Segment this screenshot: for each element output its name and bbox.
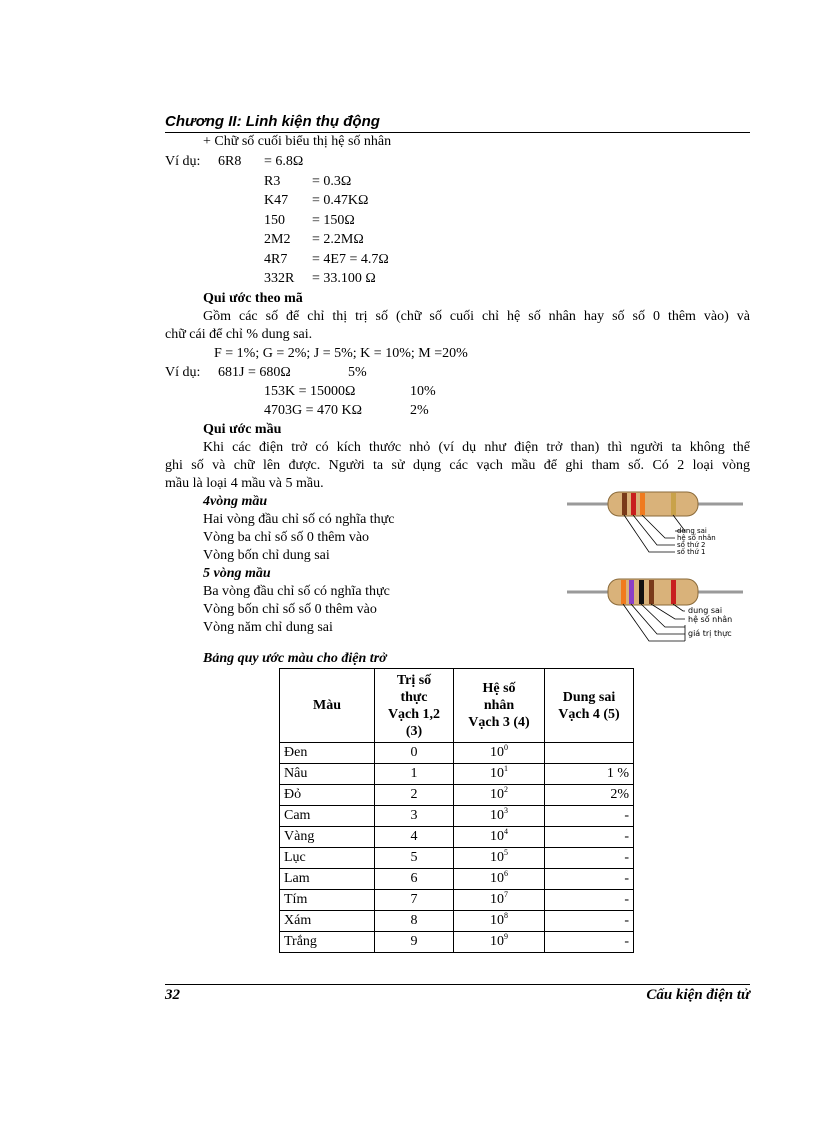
tolerance-codes: F = 1%; G = 2%; J = 5%; K = 10%; M =20% <box>214 346 468 361</box>
code-example-tol: 5% <box>348 365 367 380</box>
table-row <box>280 869 634 890</box>
five-band-line: Vòng năm chỉ dung sai <box>203 620 333 635</box>
cell-value: 4 <box>375 827 454 848</box>
cell-tolerance: - <box>545 932 634 953</box>
cell-value: 2 <box>375 785 454 806</box>
table-row <box>280 764 634 785</box>
footer-rule <box>165 984 750 985</box>
code-para-line: Gồm các số để chỉ thị trị số (chữ số cuối chỉ hệ số nhân hay số số 0 thêm vào) và <box>203 309 750 324</box>
cell-tolerance: 2% <box>545 785 634 806</box>
cell-tolerance <box>545 743 634 764</box>
cell-tolerance: - <box>545 827 634 848</box>
color-para-line: ghi số và chữ lên được. Người ta sử dụng các vạch mầu để ghi tham số. Có 2 loại vòng <box>165 458 750 473</box>
example-code: K47 <box>264 193 289 208</box>
chapter-header: Chương II: Linh kiện thụ động <box>165 113 380 130</box>
cell-value: 6 <box>375 869 454 890</box>
example-value: = 0.47KΩ <box>312 193 369 208</box>
cell-multiplier: $10^2$ <box>454 785 545 806</box>
cell-multiplier: $10^3$ <box>454 806 545 827</box>
cell-color: Đỏ <box>280 785 375 806</box>
example-code: R3 <box>264 174 281 189</box>
cell-tolerance: - <box>545 890 634 911</box>
four-band-title: 4vòng mầu <box>203 494 268 509</box>
example-code: 2M2 <box>264 232 291 247</box>
example-code: 6R8 <box>218 154 242 169</box>
figure-label: dung sai <box>677 527 707 535</box>
example-label: Ví dụ: <box>165 365 201 380</box>
four-band-resistor-figure <box>565 487 745 565</box>
intro-line: + Chữ số cuối biểu thị hệ số nhân <box>203 134 392 149</box>
cell-value: 7 <box>375 890 454 911</box>
four-band-line: Vòng bốn chỉ dung sai <box>203 548 330 563</box>
five-band-line: Ba vòng đầu chỉ số có nghĩa thực <box>203 584 390 599</box>
figure-label: hệ số nhân <box>677 534 716 542</box>
code-example-tol: 10% <box>410 384 436 399</box>
cell-value: 1 <box>375 764 454 785</box>
code-para-line: chữ cái để chỉ % dung sai. <box>165 327 313 342</box>
section-title-code: Qui ước theo mã <box>203 291 303 306</box>
cell-multiplier: $10^1$ <box>454 764 545 785</box>
cell-color: Đen <box>280 743 375 764</box>
cell-multiplier: $10^7$ <box>454 890 545 911</box>
four-band-line: Vòng ba chỉ số số 0 thêm vào <box>203 530 370 545</box>
figure-label: hệ số nhân <box>688 615 733 624</box>
code-example: 153K = 15000Ω <box>264 384 356 399</box>
band-4 <box>649 580 654 604</box>
cell-color: Tím <box>280 890 375 911</box>
figure-label: số thứ 1 <box>677 548 706 556</box>
table-row <box>280 806 634 827</box>
cell-color: Lam <box>280 869 375 890</box>
five-band-line: Vòng bốn chỉ số số 0 thêm vào <box>203 602 377 617</box>
header-multiplier: Hệ số nhân Vạch 3 (4) <box>454 669 545 743</box>
cell-tolerance: - <box>545 911 634 932</box>
cell-color: Trắng <box>280 932 375 953</box>
five-band-resistor-figure <box>565 575 745 647</box>
resistor-body <box>608 492 698 516</box>
cell-color: Vàng <box>280 827 375 848</box>
cell-color: Cam <box>280 806 375 827</box>
example-value: = 4E7 = 4.7Ω <box>312 252 389 267</box>
table-row <box>280 890 634 911</box>
table-caption: Bảng quy ước màu cho điện trở <box>203 651 387 666</box>
color-para-line: Khi các điện trở có kích thước nhỏ (ví dụ như điện trở than) thì người ta không thể <box>203 440 750 455</box>
cell-tolerance: - <box>545 848 634 869</box>
cell-tolerance: 1 % <box>545 764 634 785</box>
cell-color: Nâu <box>280 764 375 785</box>
figure-label: số thứ 2 <box>677 541 706 549</box>
code-example: 4703G = 470 KΩ <box>264 403 363 418</box>
cell-value: 3 <box>375 806 454 827</box>
cell-value: 0 <box>375 743 454 764</box>
cell-multiplier: $10^8$ <box>454 911 545 932</box>
table-row <box>280 785 634 806</box>
example-code: 4R7 <box>264 252 288 267</box>
cell-value: 5 <box>375 848 454 869</box>
cell-tolerance: - <box>545 869 634 890</box>
book-title: Cấu kiện điện tử <box>646 987 750 1003</box>
cell-tolerance: - <box>545 806 634 827</box>
band-1 <box>621 580 626 604</box>
leader-lines <box>623 604 685 641</box>
table-row <box>280 932 634 953</box>
band-3 <box>639 580 644 604</box>
band-2 <box>629 580 634 604</box>
leader-lines <box>624 515 685 552</box>
example-code: 332R <box>264 271 295 286</box>
example-value: = 0.3Ω <box>312 174 352 189</box>
band-2 <box>631 493 636 515</box>
cell-multiplier: $10^0$ <box>454 743 545 764</box>
example-label: Ví dụ: <box>165 154 201 169</box>
band-4 <box>671 493 676 515</box>
band-1 <box>622 493 627 515</box>
section-title-color: Qui ước mầu <box>203 422 282 437</box>
example-value: = 2.2MΩ <box>312 232 364 247</box>
cell-color: Lục <box>280 848 375 869</box>
cell-value: 9 <box>375 932 454 953</box>
cell-multiplier: $10^4$ <box>454 827 545 848</box>
color-code-table <box>279 668 634 953</box>
example-value: = 33.100 Ω <box>312 271 376 286</box>
cell-value: 8 <box>375 911 454 932</box>
header-value: Trị số thực Vạch 1,2 (3) <box>375 669 454 743</box>
table-row <box>280 911 634 932</box>
example-code: 150 <box>264 213 285 228</box>
page-number: 32 <box>165 987 180 1003</box>
cell-multiplier: $10^9$ <box>454 932 545 953</box>
five-band-title: 5 vòng mầu <box>203 566 271 581</box>
band-5 <box>671 580 676 604</box>
band-3 <box>640 493 645 515</box>
code-example: 681J = 680Ω <box>218 365 291 380</box>
table-row <box>280 827 634 848</box>
code-example-tol: 2% <box>410 403 429 418</box>
example-value: = 6.8Ω <box>264 154 304 169</box>
cell-multiplier: $10^6$ <box>454 869 545 890</box>
example-value: = 150Ω <box>312 213 355 228</box>
header-color: Màu <box>280 669 375 743</box>
table-row <box>280 743 634 764</box>
four-band-line: Hai vòng đầu chỉ số có nghĩa thực <box>203 512 395 527</box>
cell-multiplier: $10^5$ <box>454 848 545 869</box>
figure-label: dung sai <box>688 606 723 615</box>
table-row <box>280 848 634 869</box>
cell-color: Xám <box>280 911 375 932</box>
figure-label: giá trị thực <box>688 629 732 638</box>
header-tolerance: Dung sai Vạch 4 (5) <box>545 669 634 743</box>
color-para-line: mầu là loại 4 mầu và 5 mầu. <box>165 476 324 491</box>
